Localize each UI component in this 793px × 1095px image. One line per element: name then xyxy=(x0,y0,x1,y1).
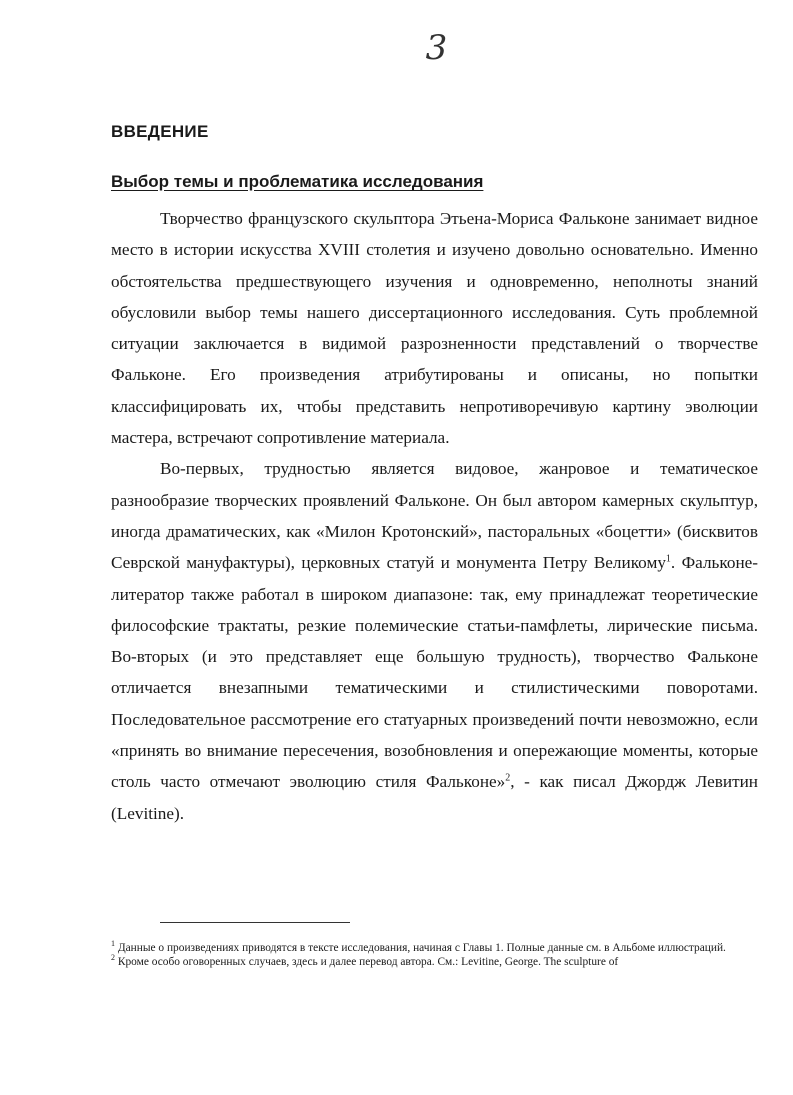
page-number: 3 xyxy=(425,28,448,68)
footnote-ref-1[interactable]: 1 xyxy=(665,553,671,565)
subsection-heading: Выбор темы и проблематика исследования xyxy=(111,172,484,191)
body-text xyxy=(111,203,758,829)
footnote-2-marker: 2 xyxy=(111,952,115,962)
footnote-ref-2[interactable]: 2 xyxy=(505,772,511,784)
paragraph-2-part-1: Во-первых, трудностью является видовое, жанровое и тематическое разнообразие творческих проявлений Фальконе. Он был автором камерных скульптур, иногда драматических, как «Милон Кротонский», пасторальных «боцетти» (бисквитов Севрской мануфактуры), церковных статуй и монумента Петру Великому xyxy=(111,459,758,573)
paragraph-2-part-3: , - как писал Джордж Левитин (Levitine). xyxy=(111,772,759,823)
paragraph-2-part-2: . Фальконе-литератор также работал в широком диапазоне: так, ему принадлежат теоретические философские трактаты, резкие полемические статьи-памфлеты, лирические письма. Во-вторых (и это представляет еще большую трудность), творчество Фальконе отличается внезапными тематическими и стилистическими поворотами. Последовательное рассмотрение его статуарных произведений почти невозможно, если «принять во внимание пересечения, возобновления и опережающие моменты, которые столь часто отмечают эволюцию стиля Фальконе» xyxy=(111,553,758,792)
footnote-2-text: Кроме особо оговоренных случаев, здесь и далее перевод автора. См.: Levitine, George. The sculpture of xyxy=(115,955,619,968)
paragraph-2 xyxy=(111,453,758,829)
footnote-1-text: Данные о произведениях приводятся в тексте исследования, начиная с Главы 1. Полные данные см. в Альбоме иллюстраций. xyxy=(115,942,726,954)
footnote-1-marker: 1 xyxy=(111,939,115,949)
footnote-2 xyxy=(111,952,758,970)
footnote-divider xyxy=(160,922,350,923)
paragraph-1: Творчество французского скульптора Этьена-Мориса Фальконе занимает видное место в истории искусства XVIII столетия и изучено довольно основательно. Именно обстоятельства предшествующего изучения и одновременно, неполноты знаний обусловили выбор темы нашего диссертационного исследования. Суть проблемной ситуации заключается в видимой разрозненности представлений о творчестве Фальконе. Его произведения атрибутированы и описаны, но попытки классифицировать их, чтобы представить непротиворечивую картину эволюции мастера, встречают сопротивление материала. xyxy=(111,209,758,448)
section-heading: ВВЕДЕНИЕ xyxy=(111,122,209,141)
footnote-1 xyxy=(111,939,758,956)
footnotes xyxy=(111,939,758,969)
